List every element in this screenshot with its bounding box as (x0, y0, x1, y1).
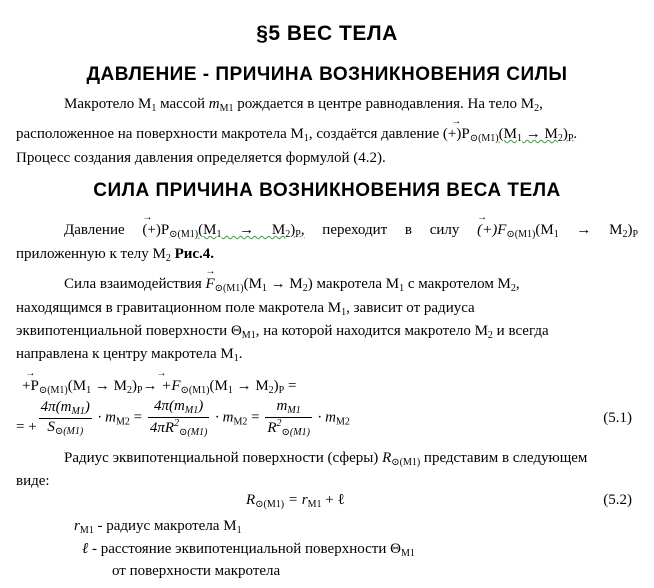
subscript: 1 (303, 133, 309, 144)
section-heading-force: СИЛА ПРИЧИНА ВОЗНИКНОВЕНИЯ ВЕСА ТЕЛА (93, 180, 561, 201)
fraction-denominator (39, 419, 92, 438)
subscript: ⊙(M1) (169, 229, 199, 240)
text-run: массой (156, 96, 209, 112)
text-run: с макротелом M (404, 276, 511, 292)
text-run: приложенную к телу M (16, 246, 166, 262)
subscript: P (295, 229, 301, 240)
text-run: расположенное на поверхности макротела M (16, 126, 304, 142)
subscript: 1 (86, 385, 92, 396)
text-run: эквипотенциальной поверхности Θ (16, 323, 242, 339)
text-run: , (539, 96, 543, 112)
subscript: M1 (241, 330, 256, 341)
subscript: 2 (285, 229, 291, 240)
definition-item (74, 518, 242, 537)
text-run: ) (627, 222, 633, 238)
subscript: 2 (510, 283, 516, 294)
superscript: 2 (276, 417, 282, 429)
text-run: ) (273, 378, 279, 394)
text-run: ) (290, 222, 296, 238)
paragraph-line (64, 450, 638, 469)
figure-reference: Рис.4. (170, 246, 215, 262)
text-run: направлена к центру макротела M (16, 346, 234, 362)
subscript: 2 (622, 229, 628, 240)
text-run: макротела M (312, 276, 400, 292)
subscript: 2 (268, 385, 274, 396)
subscript: 1 (341, 307, 347, 318)
subscript: M1 (71, 406, 85, 417)
text-run: переходит (322, 222, 388, 238)
text-run: ) (307, 276, 313, 292)
subscript: 1 (261, 283, 267, 294)
subscript: 1 (399, 283, 405, 294)
text-run: · m (211, 409, 234, 426)
subscript: 2 (165, 253, 171, 264)
paragraph-line (64, 222, 638, 241)
text-run: = + (16, 419, 37, 436)
paragraph-line (16, 246, 638, 265)
text-run: Радиус эквипотенциальной поверхности (сферы) (64, 450, 383, 466)
text-run: , создаётся давление (308, 126, 443, 142)
fraction (148, 398, 210, 438)
text-run: Сила взаимодействия (64, 276, 206, 292)
subscript: M1 (307, 499, 322, 510)
math-symbol: r (74, 518, 80, 534)
vector-symbol: → (+)F (477, 222, 506, 239)
subscript: ⊙(M1) (180, 385, 210, 396)
subscript: 2 (302, 283, 308, 294)
equation-number: (5.1) (603, 410, 632, 426)
text-run: → M (91, 378, 127, 394)
text-run: Давление (64, 222, 125, 238)
text-run: = (284, 378, 297, 394)
page-title: §5 ВЕС ТЕЛА (256, 22, 398, 45)
subscript: P (278, 385, 285, 396)
subscript: M2 (233, 416, 248, 428)
vector-symbol: → → +F (143, 378, 181, 395)
math-symbol: R (382, 450, 392, 466)
paragraph-line: виде: (16, 473, 50, 489)
text-run: · m (313, 409, 336, 426)
subscript: P (567, 133, 574, 144)
paragraph-line (16, 346, 638, 365)
vector-symbol: → F (205, 276, 214, 293)
text-run: (M (498, 126, 517, 142)
fraction (39, 399, 92, 437)
subscript: 2 (557, 133, 563, 144)
subscript: M2 (336, 416, 350, 428)
subscript: 2 (487, 330, 493, 341)
paragraph-line (16, 323, 638, 342)
text-run: 4π(m (154, 398, 185, 414)
text-run: (M (209, 378, 228, 394)
text-run: (M (67, 378, 87, 394)
text-run: · m (93, 409, 116, 426)
equation-line (16, 398, 638, 442)
text-run: представим в следующем (420, 450, 588, 466)
definition-item: от поверхности макротела (112, 563, 281, 579)
equation-line (22, 378, 644, 397)
subscript: ⊙(M1) (281, 426, 310, 438)
text-run: m (276, 398, 288, 414)
subscript: 1 (516, 133, 522, 144)
subscript: M1 (184, 405, 199, 416)
text-run: Макротело M (64, 96, 152, 112)
text-run: в (404, 222, 412, 238)
text-run: (M (243, 276, 262, 292)
vector-symbol: → (+)P (142, 222, 169, 239)
text-run: → M (266, 276, 303, 292)
equation-number: (5.2) (603, 492, 632, 508)
text-run: (M (198, 222, 217, 238)
fraction-denominator (265, 418, 312, 439)
subscript: P (136, 385, 143, 396)
subscript: ⊙(M1) (391, 457, 421, 468)
text-run: силу (429, 222, 460, 238)
text-run: + ℓ (321, 492, 345, 508)
text-run: , (300, 222, 305, 238)
subscript: M1 (287, 405, 301, 416)
subscript: 1 (233, 353, 239, 364)
fraction-denominator (148, 418, 210, 439)
equation-line (246, 492, 345, 511)
text-run: S (47, 418, 55, 435)
paragraph-line: Процесс создания давления определяется формулой (4.2). (16, 150, 386, 166)
text-run: ) (131, 378, 137, 394)
text-run: → M (558, 222, 623, 238)
text-run: ) (562, 126, 568, 142)
vector-symbol: → +P (22, 378, 39, 395)
text-run: R (267, 419, 277, 436)
text-run: находящимся в гравитационном поле макротела M (16, 300, 342, 316)
math-symbol: m (208, 96, 220, 112)
fraction (265, 398, 312, 438)
text-run: . (238, 346, 243, 362)
subscript: M1 (219, 103, 234, 114)
text-run: - радиус макротела M (93, 518, 237, 534)
math-symbol: ℓ (82, 541, 89, 557)
force-formula (477, 222, 638, 238)
text-run: рождается в центре равнодавления. На тело M (233, 96, 535, 112)
vector-symbol: → (+)P (443, 126, 470, 143)
fraction-numerator (39, 399, 92, 419)
paragraph-line (16, 300, 638, 319)
text-run: → M (232, 378, 269, 394)
subscript: 1 (227, 385, 233, 396)
subscript: 2 (534, 103, 540, 114)
subscript: 1 (216, 229, 222, 240)
text-run: ) (198, 398, 204, 414)
text-run: . (573, 126, 578, 142)
subscript: 1 (236, 525, 242, 536)
subscript: M1 (79, 525, 94, 536)
section-heading-pressure: ДАВЛЕНИЕ - ПРИЧИНА ВОЗНИКНОВЕНИЯ СИЛЫ (86, 64, 568, 85)
subscript: P (632, 229, 639, 240)
text-run: и всегда (492, 323, 549, 339)
paragraph-line (64, 96, 638, 115)
subscript: 2 (126, 385, 132, 396)
text-run: - расстояние эквипотенциальной поверхности Θ (88, 541, 401, 557)
definition-item (82, 541, 415, 560)
superscript: 2 (174, 417, 180, 429)
paragraph-line (16, 126, 638, 145)
subscript: 1 (151, 103, 157, 114)
subscript: M1 (400, 548, 415, 559)
text-run: , на которой находится макротело M (255, 323, 488, 339)
pressure-formula (443, 126, 573, 142)
paragraph-line (64, 276, 638, 295)
text-run: , зависит от радиуса (346, 300, 475, 316)
subscript: ⊙(M1) (214, 283, 244, 294)
text-run: = (129, 409, 146, 426)
subscript: ⊙(M1) (469, 133, 499, 144)
text-run: ) (84, 399, 90, 415)
fraction-numerator (148, 398, 210, 418)
text-run: → M (521, 126, 558, 142)
subscript: ⊙(M1) (506, 229, 536, 240)
math-symbol: R (246, 492, 256, 508)
text-run: → M (221, 222, 286, 238)
text-run: = (247, 409, 264, 426)
text-run: 4π(m (40, 399, 72, 415)
text-run: (M (535, 222, 554, 238)
subscript: ⊙(M1) (38, 385, 68, 396)
text-run: , (515, 276, 520, 292)
math-symbol: = r (284, 492, 308, 508)
subscript: M2 (115, 416, 130, 428)
subscript: 1 (553, 229, 559, 240)
subscript: ⊙(M1) (54, 425, 84, 437)
pressure-formula (142, 222, 304, 238)
fraction-numerator (265, 398, 312, 418)
subscript: ⊙(M1) (255, 499, 285, 510)
text-run: 4πR (149, 419, 175, 436)
subscript: ⊙(M1) (179, 426, 208, 438)
